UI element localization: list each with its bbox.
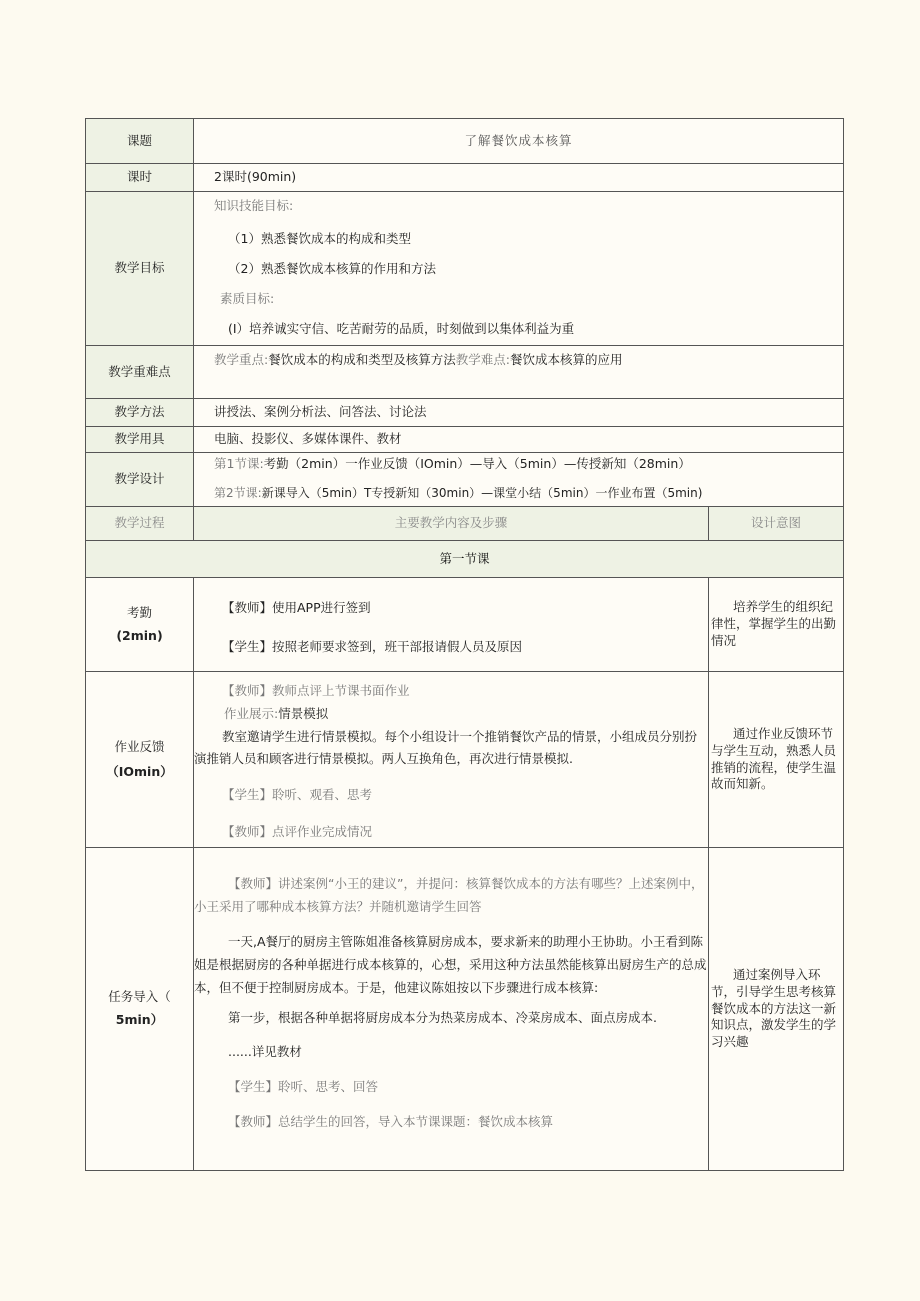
section1-row: [86, 541, 844, 578]
knowledge-item-1: （1）熟悉餐饮成本的构成和类型: [228, 230, 411, 246]
homework-row: [86, 672, 844, 848]
design-lesson-1: [214, 453, 843, 481]
topic-row: [86, 119, 844, 164]
tools-value: 电脑、投影仪、多媒体课件、教材: [194, 427, 844, 453]
process-header-col3: 设计意图: [709, 507, 844, 541]
intro-label-cell: [86, 848, 194, 1171]
lesson1-value: 考勤（2min）一作业反馈（IOmin）—导入（5min）—传授新知（28min）: [263, 456, 691, 471]
process-header-col2: 主要教学内容及步骤: [194, 507, 709, 541]
homework-label: 作业反馈: [114, 738, 165, 754]
lesson2-value: 新课导入（5min）T专授新知（30min）—课堂小结（5min）一作业布置（5min): [261, 486, 703, 500]
knowledge-heading: 知识技能目标:: [214, 197, 294, 213]
attendance-content: [194, 578, 709, 672]
intro-teacher-2: 【教师】总结学生的回答，导入本节课课题：餐饮成本核算: [228, 1114, 554, 1129]
goals-label: 教学目标: [86, 192, 194, 346]
intro-intent: 通过案例导入环节，引导学生思考核算餐饮成本的方法这一新知识点，激发学生的学习兴趣: [709, 848, 844, 1171]
page-title: 了解餐饮成本核算: [194, 119, 844, 164]
homework-show: [194, 702, 708, 726]
attendance-duration: (2min): [116, 627, 163, 643]
intro-content: [194, 848, 709, 1171]
attendance-label-cell: [86, 578, 194, 672]
tools-row: [86, 427, 844, 453]
attendance-teacher: 【教师】使用APP进行签到: [222, 599, 371, 615]
key-label: 教学重点:: [214, 352, 269, 367]
key-points-label: 教学重难点: [86, 346, 194, 399]
hours-row: [86, 164, 844, 192]
homework-duration: （IOmin）: [106, 763, 173, 779]
methods-label: 教学方法: [86, 399, 194, 427]
homework-show-value: 情景模拟: [278, 706, 329, 721]
design-row: [86, 453, 844, 507]
quality-heading: 素质目标:: [220, 290, 275, 306]
methods-value: 讲授法、案例分析法、问答法、讨论法: [194, 399, 844, 427]
lesson-plan-table: [85, 118, 844, 1171]
intro-label: 任务导入（: [108, 989, 171, 1005]
attendance-label: 考勤: [126, 604, 152, 620]
homework-desc: 教室邀请学生进行情景模拟。每个小组设计一个推销餐饮产品的情景，小组成员分别扮演推销人员和顾客进行情景模拟。两人互换角色，再次进行情景模拟.: [194, 729, 698, 766]
methods-row: [86, 399, 844, 427]
lesson1-label: 第1节课:: [214, 456, 264, 471]
attendance-row: [86, 578, 844, 672]
attendance-intent: 培养学生的组织纪律性，掌握学生的出勤情况: [709, 578, 844, 672]
quality-item-1: (I）培养诚实守信、吃苦耐劳的品质，时刻做到以集体利益为重: [228, 320, 575, 336]
homework-teacher-1: 【教师】教师点评上节课书面作业: [222, 683, 410, 698]
homework-content: [194, 672, 709, 848]
difficult-value: 餐饮成本核算的应用: [509, 352, 623, 367]
attendance-student: 【学生】按照老师要求签到，班干部报请假人员及原因: [222, 638, 523, 654]
intro-step-1: 第一步，根据各种单据将厨房成本分为热菜房成本、冷菜房成本、面点房成本.: [228, 1010, 657, 1025]
homework-label-cell: [86, 672, 194, 848]
tools-label: 教学用具: [86, 427, 194, 453]
design-content: [194, 453, 844, 507]
intro-teacher-1: 【教师】讲述案例“小王的建议”，并提问：核算餐饮成本的方法有哪些？上述案例中，小王采用了哪种成本核算方法？并随机邀请学生回答: [194, 876, 704, 914]
hours-value: 2课时(90min): [194, 164, 844, 192]
intro-row: [86, 848, 844, 1171]
knowledge-item-2: （2）熟悉餐饮成本核算的作用和方法: [228, 260, 436, 276]
section1-title: 第一节课: [86, 541, 844, 578]
hours-label: 课时: [86, 164, 194, 192]
key-points-content: [194, 346, 844, 399]
intro-story: 一天,A餐厅的厨房主管陈姐准备核算厨房成本，要求新来的助理小王协助。小王看到陈姐是根据厨房的各种单据进行成本核算的，心想，采用这种方法虽然能核算出厨房生产的总成本，但不便于控制厨房成本。于是，他建议陈姐按以下步骤进行成本核算:: [194, 934, 707, 995]
homework-show-label: 作业展示:: [224, 706, 279, 721]
design-label: 教学设计: [86, 453, 194, 507]
design-lesson-2: [214, 481, 843, 506]
key-points-row: [86, 346, 844, 399]
intro-more: ......详见教材: [228, 1044, 302, 1059]
goals-content: [194, 192, 844, 346]
homework-teacher-2: 【教师】点评作业完成情况: [222, 824, 373, 839]
key-value: 餐饮成本的构成和类型及核算方法: [268, 352, 456, 367]
topic-label: 课题: [86, 119, 194, 164]
intro-student: 【学生】聆听、思考、回答: [228, 1079, 379, 1094]
process-header-row: [86, 507, 844, 541]
homework-student: 【学生】聆听、观看、思考: [222, 787, 373, 802]
intro-duration: 5min）: [115, 1012, 164, 1027]
homework-intent: 通过作业反馈环节与学生互动，熟悉人员推销的流程，使学生温故而知新。: [709, 672, 844, 848]
process-header-col1: 教学过程: [86, 507, 194, 541]
difficult-label: 教学难点:: [455, 352, 510, 367]
goals-row: [86, 192, 844, 346]
lesson2-label: 第2节课:: [214, 486, 262, 500]
